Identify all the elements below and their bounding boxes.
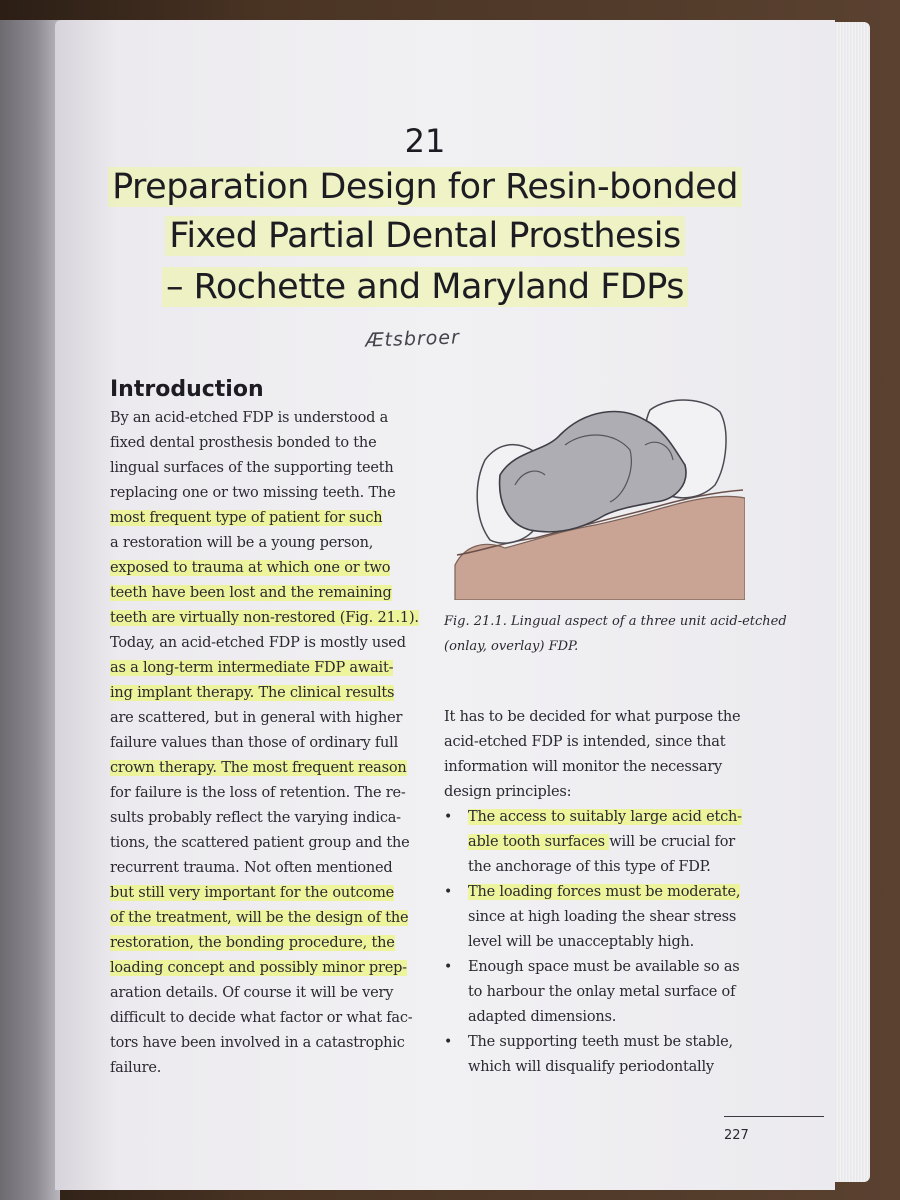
- intro-line: tions, the scattered patient group and the: [110, 835, 410, 851]
- chapter-title-line-1: [0, 167, 850, 207]
- bullet-line: adapted dimensions.: [468, 1009, 617, 1025]
- bullet-line: level will be unacceptably high.: [468, 934, 695, 950]
- figure-caption-line-1: Fig. 21.1. Lingual aspect of a three unit acid-etched: [444, 614, 787, 629]
- intro-line: recurrent trauma. Not often mentioned: [110, 860, 393, 876]
- intro-line: Today, an acid-etched FDP is mostly used: [110, 635, 406, 651]
- right-intro-line: acid-etched FDP is intended, since that: [444, 734, 726, 750]
- intro-line: for failure is the loss of retention. The re-: [110, 785, 406, 801]
- intro-line-highlighted: ing implant therapy. The clinical results: [110, 685, 395, 701]
- footer-rule: [724, 1116, 824, 1117]
- intro-line: a restoration will be a young person,: [110, 535, 374, 551]
- right-intro-line: design principles:: [444, 784, 572, 800]
- chapter-title-line-2: [0, 216, 850, 256]
- chapter-title-text-2: Fixed Partial Dental Prosthesis: [165, 216, 685, 256]
- bullet-point-icon: •: [444, 1034, 453, 1050]
- intro-line: are scattered, but in general with higher: [110, 710, 403, 726]
- chapter-title-text-1: Preparation Design for Resin-bonded: [108, 167, 742, 207]
- bullet-point-icon: •: [444, 959, 453, 975]
- intro-line: failure.: [110, 1060, 162, 1076]
- intro-line-highlighted: restoration, the bonding procedure, the: [110, 935, 395, 951]
- intro-line-highlighted: most frequent type of patient for such: [110, 510, 383, 526]
- chapter-title-text-3: – Rochette and Maryland FDPs: [162, 267, 688, 307]
- intro-line: lingual surfaces of the supporting teeth: [110, 460, 394, 476]
- intro-line-highlighted: exposed to trauma at which one or two: [110, 560, 391, 576]
- bullet-line: which will disqualify periodontally: [468, 1059, 714, 1075]
- intro-line: replacing one or two missing teeth. The: [110, 485, 396, 501]
- intro-line: sults probably reflect the varying indica-: [110, 810, 401, 826]
- figure-caption-line-2: (onlay, overlay) FDP.: [444, 639, 579, 654]
- bullet-line-highlighted: The loading forces must be moderate,: [468, 884, 741, 900]
- intro-line-highlighted: loading concept and possibly minor prep-: [110, 960, 407, 976]
- intro-line-highlighted: crown therapy. The most frequent reason: [110, 760, 407, 776]
- right-intro-line: It has to be decided for what purpose the: [444, 709, 741, 725]
- intro-line-highlighted: teeth have been lost and the remaining: [110, 585, 392, 601]
- bullet-line: the anchorage of this type of FDP.: [468, 859, 711, 875]
- bullet-line-highlighted: The access to suitably large acid etch-: [468, 809, 742, 825]
- bullet-line: since at high loading the shear stress: [468, 909, 737, 925]
- fdp-illustration: [445, 390, 745, 600]
- chapter-number: 21: [404, 122, 446, 160]
- intro-line-highlighted: teeth are virtually non-restored (Fig. 21.1).: [110, 610, 419, 626]
- intro-line: fixed dental prosthesis bonded to the: [110, 435, 377, 451]
- section-heading: Introduction: [110, 377, 264, 402]
- intro-line: aration details. Of course it will be very: [110, 985, 394, 1001]
- intro-line: tors have been involved in a catastrophic: [110, 1035, 405, 1051]
- intro-line: difficult to decide what factor or what fac-: [110, 1010, 413, 1026]
- bullet-line: to harbour the onlay metal surface of: [468, 984, 736, 1000]
- intro-line-highlighted: of the treatment, will be the design of the: [110, 910, 409, 926]
- bullet-point-icon: •: [444, 884, 453, 900]
- bullet-line-highlight-span: able tooth surfaces: [468, 834, 610, 850]
- bullet-line: [468, 834, 735, 850]
- page-number: 227: [724, 1128, 749, 1143]
- right-intro-line: information will monitor the necessary: [444, 759, 723, 775]
- bullet-line: Enough space must be available so as: [468, 959, 740, 975]
- handwritten-annotation: Ætsbroer: [364, 326, 461, 352]
- bullet-point-icon: •: [444, 809, 453, 825]
- intro-line-highlighted: but still very important for the outcome: [110, 885, 394, 901]
- bullet-line-rest: will be crucial for: [609, 834, 735, 850]
- bullet-line: The supporting teeth must be stable,: [468, 1034, 733, 1050]
- intro-line-highlighted: as a long-term intermediate FDP await-: [110, 660, 394, 676]
- intro-line: By an acid-etched FDP is understood a: [110, 410, 389, 426]
- intro-line: failure values than those of ordinary full: [110, 735, 399, 751]
- chapter-title-line-3: [0, 267, 850, 307]
